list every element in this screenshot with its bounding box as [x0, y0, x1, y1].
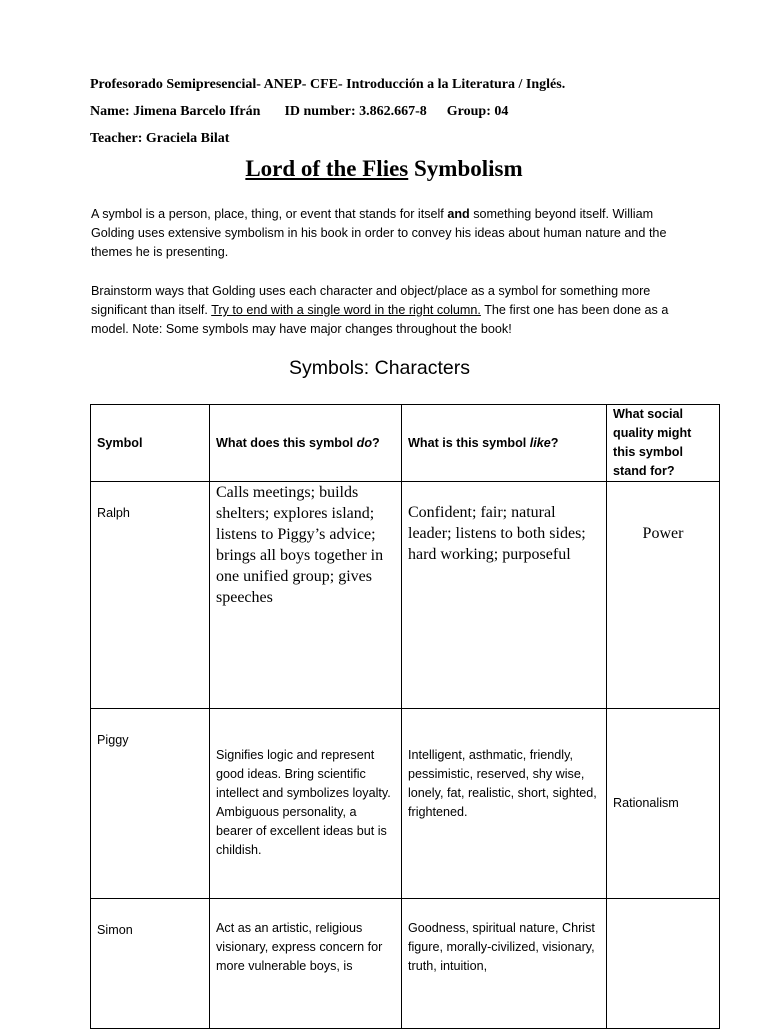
header-like-prefix: What is this symbol [408, 435, 530, 450]
intro-paragraph [91, 205, 691, 262]
row-social: Rationalism [607, 709, 720, 899]
title-book-name: Lord of the Flies [245, 156, 409, 181]
row-like: Intelligent, asthmatic, friendly, pessimistic, reserved, shy wise, lonely, fat, realistic, short, sighted, frightened. [402, 709, 607, 899]
row-social [607, 899, 720, 1029]
row-like: Goodness, spiritual nature, Christ figure, morally-civilized, visionary, truth, intuition, [402, 899, 607, 1029]
student-info-line [90, 104, 508, 120]
header-does-em: do [356, 435, 373, 450]
intro-text-2: something beyond itself. William Golding uses extensive symbolism in his book in order to convey his ideas about human nature and the themes he is presenting. [91, 207, 667, 259]
instructions-paragraph [91, 282, 691, 339]
row-like: Confident; fair; natural leader; listens to both sides; hard working; purposeful [402, 482, 607, 709]
instructions-text-1: Brainstorm ways that Golding uses each character and object/place as a symbol for something more significant than itself. [91, 284, 651, 317]
header-like-suffix: ? [550, 435, 559, 450]
table-row [91, 482, 720, 709]
row-symbol: Ralph [91, 482, 210, 709]
row-does: Signifies logic and represent good ideas. Bring scientific intellect and symbolizes loyalty. Ambiguous personality, a bearer of excellent ideas but is childish. [210, 709, 402, 899]
symbols-table [90, 404, 720, 1029]
instructions-text-2: The first one has been done as a model. Note: Some symbols may have major changes throughout the book! [91, 303, 669, 336]
student-group: Group: 04 [446, 104, 509, 119]
row-does: Calls meetings; builds shelters; explores island; listens to Piggy’s advice; brings all boys together in one unified group; gives speeches [210, 482, 402, 709]
header-like [402, 405, 607, 482]
student-id: ID number: 3.862.667-8 [284, 104, 427, 119]
header-symbol: Symbol [91, 405, 210, 482]
header-does-suffix: ? [372, 435, 380, 450]
header-does [210, 405, 402, 482]
row-does: Act as an artistic, religious visionary, express concern for more vulnerable boys, is [210, 899, 402, 1029]
header-social: What social quality might this symbol stand for? [607, 405, 720, 482]
instructions-underlined: Try to end with a single word in the right column. [211, 303, 481, 317]
row-social: Power [607, 482, 720, 709]
course-line: Profesorado Semipresencial- ANEP- CFE- Introducción a la Literatura / Inglés. [90, 77, 566, 92]
student-name: Name: Jimena Barcelo Ifrán [90, 104, 261, 119]
row-symbol: Piggy [91, 709, 210, 899]
header-like-em: like [529, 435, 551, 450]
table-row [91, 709, 720, 899]
title-rest: Symbolism [408, 156, 523, 181]
header-does-prefix: What does this symbol [216, 435, 357, 450]
table-header-row [91, 405, 720, 482]
intro-bold-word: and [447, 207, 470, 221]
teacher-line: Teacher: Graciela Bilat [90, 131, 230, 146]
section-title: Symbols: Characters [289, 357, 470, 379]
table-row [91, 899, 720, 1029]
page-title [0, 156, 768, 182]
intro-text-1: A symbol is a person, place, thing, or event that stands for itself [91, 207, 448, 221]
row-symbol: Simon [91, 899, 210, 1029]
